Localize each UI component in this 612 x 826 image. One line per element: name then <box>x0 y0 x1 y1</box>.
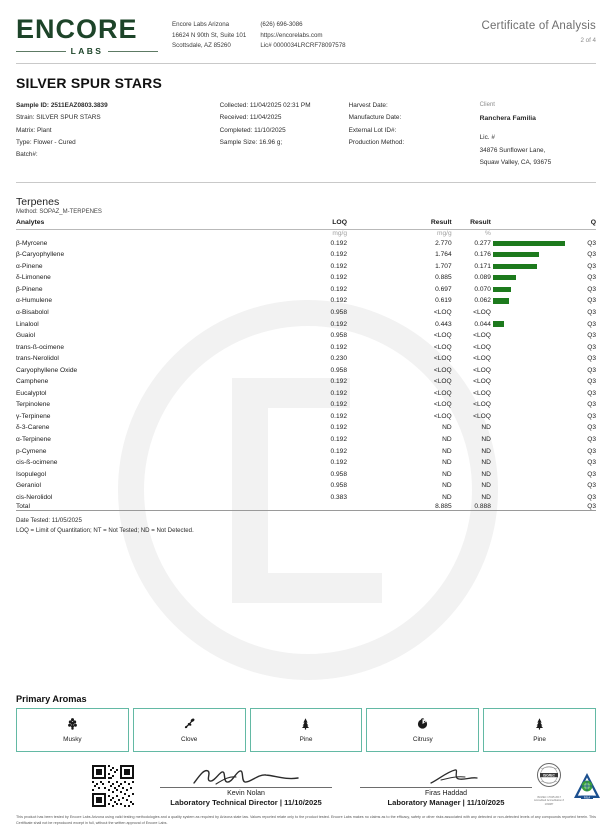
cell-result-mgg: <LOQ <box>433 343 452 351</box>
cell-bar <box>491 376 573 388</box>
cell-result-pct: <LOQ <box>473 412 491 420</box>
aroma-card <box>16 708 129 752</box>
cell-q: Q3 <box>587 482 596 490</box>
cell-result-mgg: <LOQ <box>433 309 452 316</box>
info-divider <box>16 182 596 183</box>
sample-info-block <box>16 100 596 169</box>
svg-text:PJLA: PJLA <box>583 796 591 800</box>
cell-analyte: cis-Nerolidol <box>16 493 53 501</box>
col-header-bar <box>491 219 573 230</box>
cell-bar <box>491 353 573 365</box>
primary-aromas-title: Primary Aromas <box>16 693 87 704</box>
cell-result-mgg: 0.697 <box>435 285 452 293</box>
cell-analyte: β-Pinene <box>16 285 43 293</box>
client-label: Client <box>479 102 495 108</box>
primary-aromas-row <box>16 708 596 752</box>
aroma-label: Pine <box>533 735 546 743</box>
cell-analyte: β-Caryophyllene <box>16 251 65 259</box>
cell-q: Q3 <box>587 262 596 270</box>
cell-bar <box>491 399 573 411</box>
cell-result-pct: <LOQ <box>473 389 491 397</box>
cell-loq: 0.192 <box>330 262 348 270</box>
cell-result-mgg: <LOQ <box>433 355 452 363</box>
cell-bar <box>491 249 573 261</box>
lab-phone: (626) 696-3086 <box>260 21 303 28</box>
production-method-row: Production Method: <box>348 138 405 146</box>
cell-analyte: δ-3-Carene <box>16 424 50 432</box>
cell-q: Q3 <box>587 366 596 374</box>
cell-result-mgg: 0.885 <box>435 274 452 282</box>
lab-address-column <box>172 20 246 52</box>
cell-q: Q3 <box>587 251 596 259</box>
signatures-group <box>160 766 532 807</box>
encore-labs-logo <box>16 16 158 56</box>
cell-loq: 0.958 <box>330 366 348 374</box>
unit-analytes <box>16 230 243 238</box>
cell-result-mgg: ND <box>442 470 452 478</box>
cell-analyte: Terpinolene <box>16 401 51 409</box>
cell-bar <box>491 341 573 353</box>
cell-loq: 0.192 <box>330 251 348 259</box>
cell-result-mgg: <LOQ <box>433 389 452 397</box>
terpenes-notes <box>16 516 596 536</box>
cell-bar <box>491 272 573 284</box>
aroma-label: Clove <box>181 735 198 743</box>
cell-bar <box>491 434 573 446</box>
cell-result-mgg: <LOQ <box>433 378 452 386</box>
table-row <box>16 295 596 307</box>
signature-block <box>16 762 596 808</box>
cell-result-pct: 0.176 <box>474 251 491 259</box>
cell-result-mgg: <LOQ <box>433 401 452 409</box>
client-name: Ranchera Familia <box>479 114 536 122</box>
cell-q: Q3 <box>587 459 596 467</box>
iso-accreditation-badge <box>532 762 566 807</box>
cell-analyte: β-Myrcene <box>16 239 48 247</box>
cell-result-pct: 0.277 <box>474 239 491 247</box>
cell-q: Q3 <box>587 274 596 282</box>
signature-mark-2 <box>360 766 532 787</box>
table-row <box>16 411 596 423</box>
unit-bar-spacer <box>491 230 573 238</box>
cell-result-pct: <LOQ <box>473 366 491 374</box>
cell-q: Q3 <box>587 332 596 340</box>
sample-size-row: Sample Size: 16.96 g; <box>219 138 283 146</box>
terpenes-total-group <box>16 503 596 511</box>
cell-result-mgg: ND <box>442 447 452 455</box>
table-row <box>16 434 596 446</box>
cell-bar <box>491 480 573 492</box>
cell-loq: 0.192 <box>330 447 348 455</box>
col-header-result-pct: Result <box>470 219 491 227</box>
result-bar <box>493 298 509 303</box>
unit-result-mgg: mg/g <box>347 230 452 238</box>
unit-result-pct: % <box>452 230 491 238</box>
cell-result-pct: ND <box>481 459 491 467</box>
cell-q: Q3 <box>587 239 596 247</box>
cell-bar <box>491 284 573 296</box>
signature-1 <box>160 766 332 807</box>
cell-result-mgg: <LOQ <box>433 412 452 420</box>
cell-analyte: α-Pinene <box>16 262 43 270</box>
client-address-line-1: 34876 Sunflower Lane, <box>479 146 546 154</box>
client-license: Lic. # <box>479 133 495 141</box>
cell-analyte: α-Bisabolol <box>16 309 49 316</box>
cell-loq: 0.958 <box>330 482 348 490</box>
cell-bar <box>491 295 573 307</box>
cell-bar <box>491 318 573 330</box>
cell-bar <box>491 330 573 342</box>
table-row <box>16 399 596 411</box>
unit-q-spacer <box>573 230 596 238</box>
signer-role-1: Laboratory Technical Director | 11/10/2025 <box>170 798 322 808</box>
total-row <box>16 503 596 511</box>
terpenes-method: Method: SOPAZ_M-TERPENES <box>16 209 102 216</box>
terpenes-section-title: Terpenes <box>16 196 60 209</box>
cell-loq: 0.192 <box>330 389 348 397</box>
cell-analyte: Geraniol <box>16 482 41 490</box>
aroma-label: Citrusy <box>412 735 433 743</box>
cell-analyte: Caryophyllene Oxide <box>16 366 78 374</box>
cell-loq: 0.192 <box>330 424 348 432</box>
pine-tree-icon <box>299 717 312 732</box>
cell-loq: 0.192 <box>330 459 348 467</box>
received-row: Received: 11/04/2025 <box>219 114 282 122</box>
table-row <box>16 249 596 261</box>
total-loq-blank <box>243 503 347 511</box>
table-row <box>16 376 596 388</box>
aroma-label: Musky <box>63 735 82 743</box>
cell-bar <box>491 261 573 273</box>
aroma-card <box>250 708 363 752</box>
sample-info-column-3 <box>349 100 480 169</box>
result-bar <box>493 321 504 326</box>
table-row <box>16 480 596 492</box>
cell-bar <box>491 388 573 400</box>
cell-result-mgg: 1.764 <box>435 251 452 259</box>
table-row <box>16 307 596 319</box>
cell-loq: 0.192 <box>330 412 348 420</box>
col-header-result-mgg: Result <box>430 219 452 227</box>
cell-loq: 0.192 <box>330 285 348 293</box>
cell-q: Q3 <box>587 389 596 397</box>
lab-license: Lic# 0000034LRCRF78097578 <box>260 42 346 50</box>
pine-tree-icon <box>533 717 546 732</box>
cell-q: Q3 <box>587 343 596 351</box>
client-address-line-2: Squaw Valley, CA, 93675 <box>479 159 552 167</box>
sample-info-column-2 <box>220 100 349 169</box>
cell-analyte: δ-Limonene <box>16 274 51 282</box>
cell-analyte: trans-ß-ocimene <box>16 343 65 351</box>
cell-result-pct: <LOQ <box>473 378 491 386</box>
cell-q: Q3 <box>587 470 596 478</box>
lab-city-state-zip: Scottsdale, AZ 85260 <box>172 42 231 50</box>
table-row <box>16 261 596 273</box>
cell-loq: 0.192 <box>330 274 348 282</box>
total-label: Total <box>16 503 243 511</box>
cell-bar <box>491 411 573 423</box>
date-tested: Date Tested: 11/05/2025 <box>16 517 82 525</box>
cell-result-pct: ND <box>481 482 491 490</box>
result-bar <box>493 275 516 280</box>
cell-q: Q3 <box>587 285 596 293</box>
completed-row: Completed: 11/10/2025 <box>219 126 286 134</box>
signer-name-1: Kevin Nolan <box>227 790 265 798</box>
total-bar-spacer <box>491 503 573 511</box>
cell-result-pct: <LOQ <box>473 332 491 340</box>
cell-result-pct: 0.070 <box>474 285 491 293</box>
sample-title: SILVER SPUR STARS <box>16 75 163 91</box>
signature-mark-1 <box>160 766 332 787</box>
lab-contact-column <box>260 20 345 52</box>
col-header-q: Q <box>590 219 596 227</box>
aroma-card <box>366 708 479 752</box>
qr-code[interactable] <box>92 765 134 807</box>
result-bar <box>493 287 511 292</box>
cell-q: Q3 <box>587 297 596 305</box>
cell-result-pct: ND <box>481 436 491 444</box>
table-row <box>16 341 596 353</box>
cell-bar <box>491 468 573 480</box>
cell-result-mgg: 1.707 <box>435 262 452 270</box>
cell-analyte: cis-ß-ocimene <box>16 459 58 467</box>
terpenes-table-head <box>16 219 596 230</box>
signature-line-2 <box>360 787 532 788</box>
type-row: Type: Flower - Cured <box>16 138 76 146</box>
cell-q: Q3 <box>587 424 596 432</box>
harvest-date-row: Harvest Date: <box>348 102 388 109</box>
table-row <box>16 457 596 469</box>
lab-website[interactable]: https://encorelabs.com <box>260 31 323 39</box>
client-block <box>480 100 596 169</box>
cell-loq: 0.383 <box>330 493 348 501</box>
result-bar <box>493 264 537 269</box>
cell-q: Q3 <box>587 320 596 328</box>
cell-result-pct: ND <box>481 424 491 432</box>
page-title: Certificate of Analysis <box>481 20 596 32</box>
cell-q: Q3 <box>587 355 596 363</box>
cell-loq: 0.192 <box>330 378 348 386</box>
strain-row: Strain: SILVER SPUR STARS <box>16 114 101 122</box>
cell-analyte: α-Terpinene <box>16 436 51 444</box>
cell-analyte: trans-Nerolidol <box>16 355 59 363</box>
cell-result-pct: <LOQ <box>473 355 491 363</box>
table-row <box>16 318 596 330</box>
cell-bar <box>491 364 573 376</box>
cell-analyte: α-Humulene <box>16 297 53 305</box>
cell-result-pct: 0.089 <box>474 274 491 282</box>
table-row <box>16 237 596 249</box>
page-number: 2 of 4 <box>580 37 596 44</box>
unit-loq: mg/g <box>243 230 347 238</box>
table-row <box>16 445 596 457</box>
cell-loq: 0.958 <box>330 332 348 340</box>
logo-rule-right <box>108 51 158 52</box>
coa-header-right <box>481 16 596 44</box>
batch-row: Batch#: <box>16 151 38 159</box>
abbreviation-legend: LOQ = Limit of Quantitation; NT = Not Tested; ND = Not Detected. <box>16 526 194 534</box>
col-header-analytes: Analytes <box>16 219 45 227</box>
cell-q: Q3 <box>587 436 596 444</box>
accreditation-badges <box>532 762 604 808</box>
cell-bar <box>491 445 573 457</box>
total-result-pct: 0.888 <box>452 503 491 511</box>
cell-loq: 0.192 <box>330 343 348 351</box>
cell-bar <box>491 237 573 249</box>
cell-analyte: Isopulegol <box>16 470 47 478</box>
page-header <box>16 0 596 56</box>
signer-role-2: Laboratory Manager | 11/10/2025 <box>387 798 505 808</box>
cell-bar <box>491 491 573 503</box>
cell-result-mgg: 0.619 <box>435 297 452 305</box>
cell-result-pct: 0.062 <box>474 297 491 305</box>
manufacture-date-row: Manufacture Date: <box>348 114 402 122</box>
table-row <box>16 353 596 365</box>
clove-bud-icon <box>183 717 196 732</box>
svg-text:ISO/IEC: ISO/IEC <box>543 773 555 778</box>
aroma-card <box>133 708 246 752</box>
cell-analyte: Guaiol <box>16 332 36 340</box>
cell-result-pct: 0.171 <box>474 262 491 270</box>
result-bar <box>493 252 539 257</box>
cell-result-mgg: <LOQ <box>433 366 452 374</box>
lab-contact-info <box>172 16 346 52</box>
cell-q: Q3 <box>587 378 596 386</box>
logo-wordmark: ENCORE <box>16 14 138 44</box>
table-row <box>16 330 596 342</box>
cell-result-pct: <LOQ <box>473 343 491 351</box>
result-bar <box>493 241 565 246</box>
cell-loq: 0.192 <box>330 401 348 409</box>
cell-analyte: Camphene <box>16 378 49 386</box>
table-row <box>16 491 596 503</box>
cell-q: Q3 <box>587 493 596 501</box>
collected-row: Collected: 11/04/2025 02:31 PM <box>219 102 311 109</box>
logo-rule-left <box>16 51 66 52</box>
cell-result-mgg: ND <box>442 482 452 490</box>
total-q: Q3 <box>573 503 596 511</box>
table-row <box>16 388 596 400</box>
logo-subtext: LABS <box>70 46 104 56</box>
sample-id-row: Sample ID: 2511EAZ0803.3839 <box>16 102 108 109</box>
cell-result-pct: ND <box>481 470 491 478</box>
matrix-row: Matrix: Plant <box>16 126 52 134</box>
units-row <box>16 230 596 238</box>
cell-q: Q3 <box>587 309 596 316</box>
col-header-loq: LOQ <box>332 219 348 227</box>
cell-result-mgg: 2.770 <box>435 239 452 247</box>
table-row <box>16 364 596 376</box>
cell-loq: 0.230 <box>330 355 348 363</box>
cell-result-pct: 0.044 <box>474 320 491 328</box>
cell-result-mgg: <LOQ <box>433 332 452 340</box>
sample-info-column-1 <box>16 100 220 169</box>
cell-result-pct: <LOQ <box>473 401 491 409</box>
cell-bar <box>491 422 573 434</box>
cell-bar <box>491 307 573 319</box>
cell-loq: 0.192 <box>330 436 348 444</box>
cell-result-mgg: ND <box>442 436 452 444</box>
citrus-fruit-icon <box>416 717 429 732</box>
cell-result-pct: ND <box>481 493 491 501</box>
cell-q: Q3 <box>587 412 596 420</box>
total-result-mgg: 8.885 <box>347 503 452 511</box>
lab-street: 16624 N 90th St, Suite 101 <box>172 31 247 39</box>
grape-cluster-icon <box>66 717 79 732</box>
cell-analyte: γ-Terpinene <box>16 412 51 420</box>
table-row <box>16 422 596 434</box>
terpenes-table-body <box>16 237 596 503</box>
aroma-label: Pine <box>299 735 313 743</box>
cell-analyte: Eucalyptol <box>16 389 47 397</box>
external-lot-id-row: External Lot ID#: <box>348 126 397 134</box>
cell-analyte: Linalool <box>16 320 39 328</box>
table-row <box>16 272 596 284</box>
cell-result-mgg: ND <box>442 424 452 432</box>
cell-loq: 0.192 <box>330 320 348 328</box>
signer-name-2: Firas Haddad <box>424 790 468 798</box>
pjla-badge <box>572 771 604 806</box>
signature-line-1 <box>160 787 332 788</box>
header-divider <box>16 63 596 64</box>
cell-q: Q3 <box>587 447 596 455</box>
cell-result-pct: ND <box>481 447 491 455</box>
aroma-card <box>483 708 596 752</box>
cell-loq: 0.958 <box>330 470 348 478</box>
cell-q: Q3 <box>587 401 596 409</box>
cell-result-pct: <LOQ <box>473 309 491 316</box>
terpenes-header-row <box>16 219 596 230</box>
legal-disclaimer: This product has been tested by Encore Labs Arizona using valid testing methodologies and a quality system as required by Arizona state law. Values reported relate only to the product tested. Encore Labs makes no claims as to the efficacy, safety or other risks associated with any detected or non-detected levels of any compounds reported herein. This Certificate shall not be reproduced except in full, without the written approval of Encore Labs. <box>16 815 596 825</box>
terpenes-units-row-group <box>16 230 596 238</box>
cell-bar <box>491 457 573 469</box>
signature-2 <box>360 766 532 807</box>
accreditation-caption: ISO/IEC 17025:2017 Accredited Accreditation # 103987 <box>534 795 564 806</box>
cell-result-mgg: 0.443 <box>435 320 452 328</box>
cell-loq: 0.958 <box>330 309 348 316</box>
table-row <box>16 284 596 296</box>
table-row <box>16 468 596 480</box>
cell-loq: 0.192 <box>330 239 348 247</box>
terpenes-table <box>16 219 596 511</box>
cell-loq: 0.192 <box>330 297 348 305</box>
cell-result-mgg: ND <box>442 459 452 467</box>
cell-result-mgg: ND <box>442 493 452 501</box>
lab-name: Encore Labs Arizona <box>172 21 230 28</box>
cell-analyte: p-Cymene <box>16 447 47 455</box>
